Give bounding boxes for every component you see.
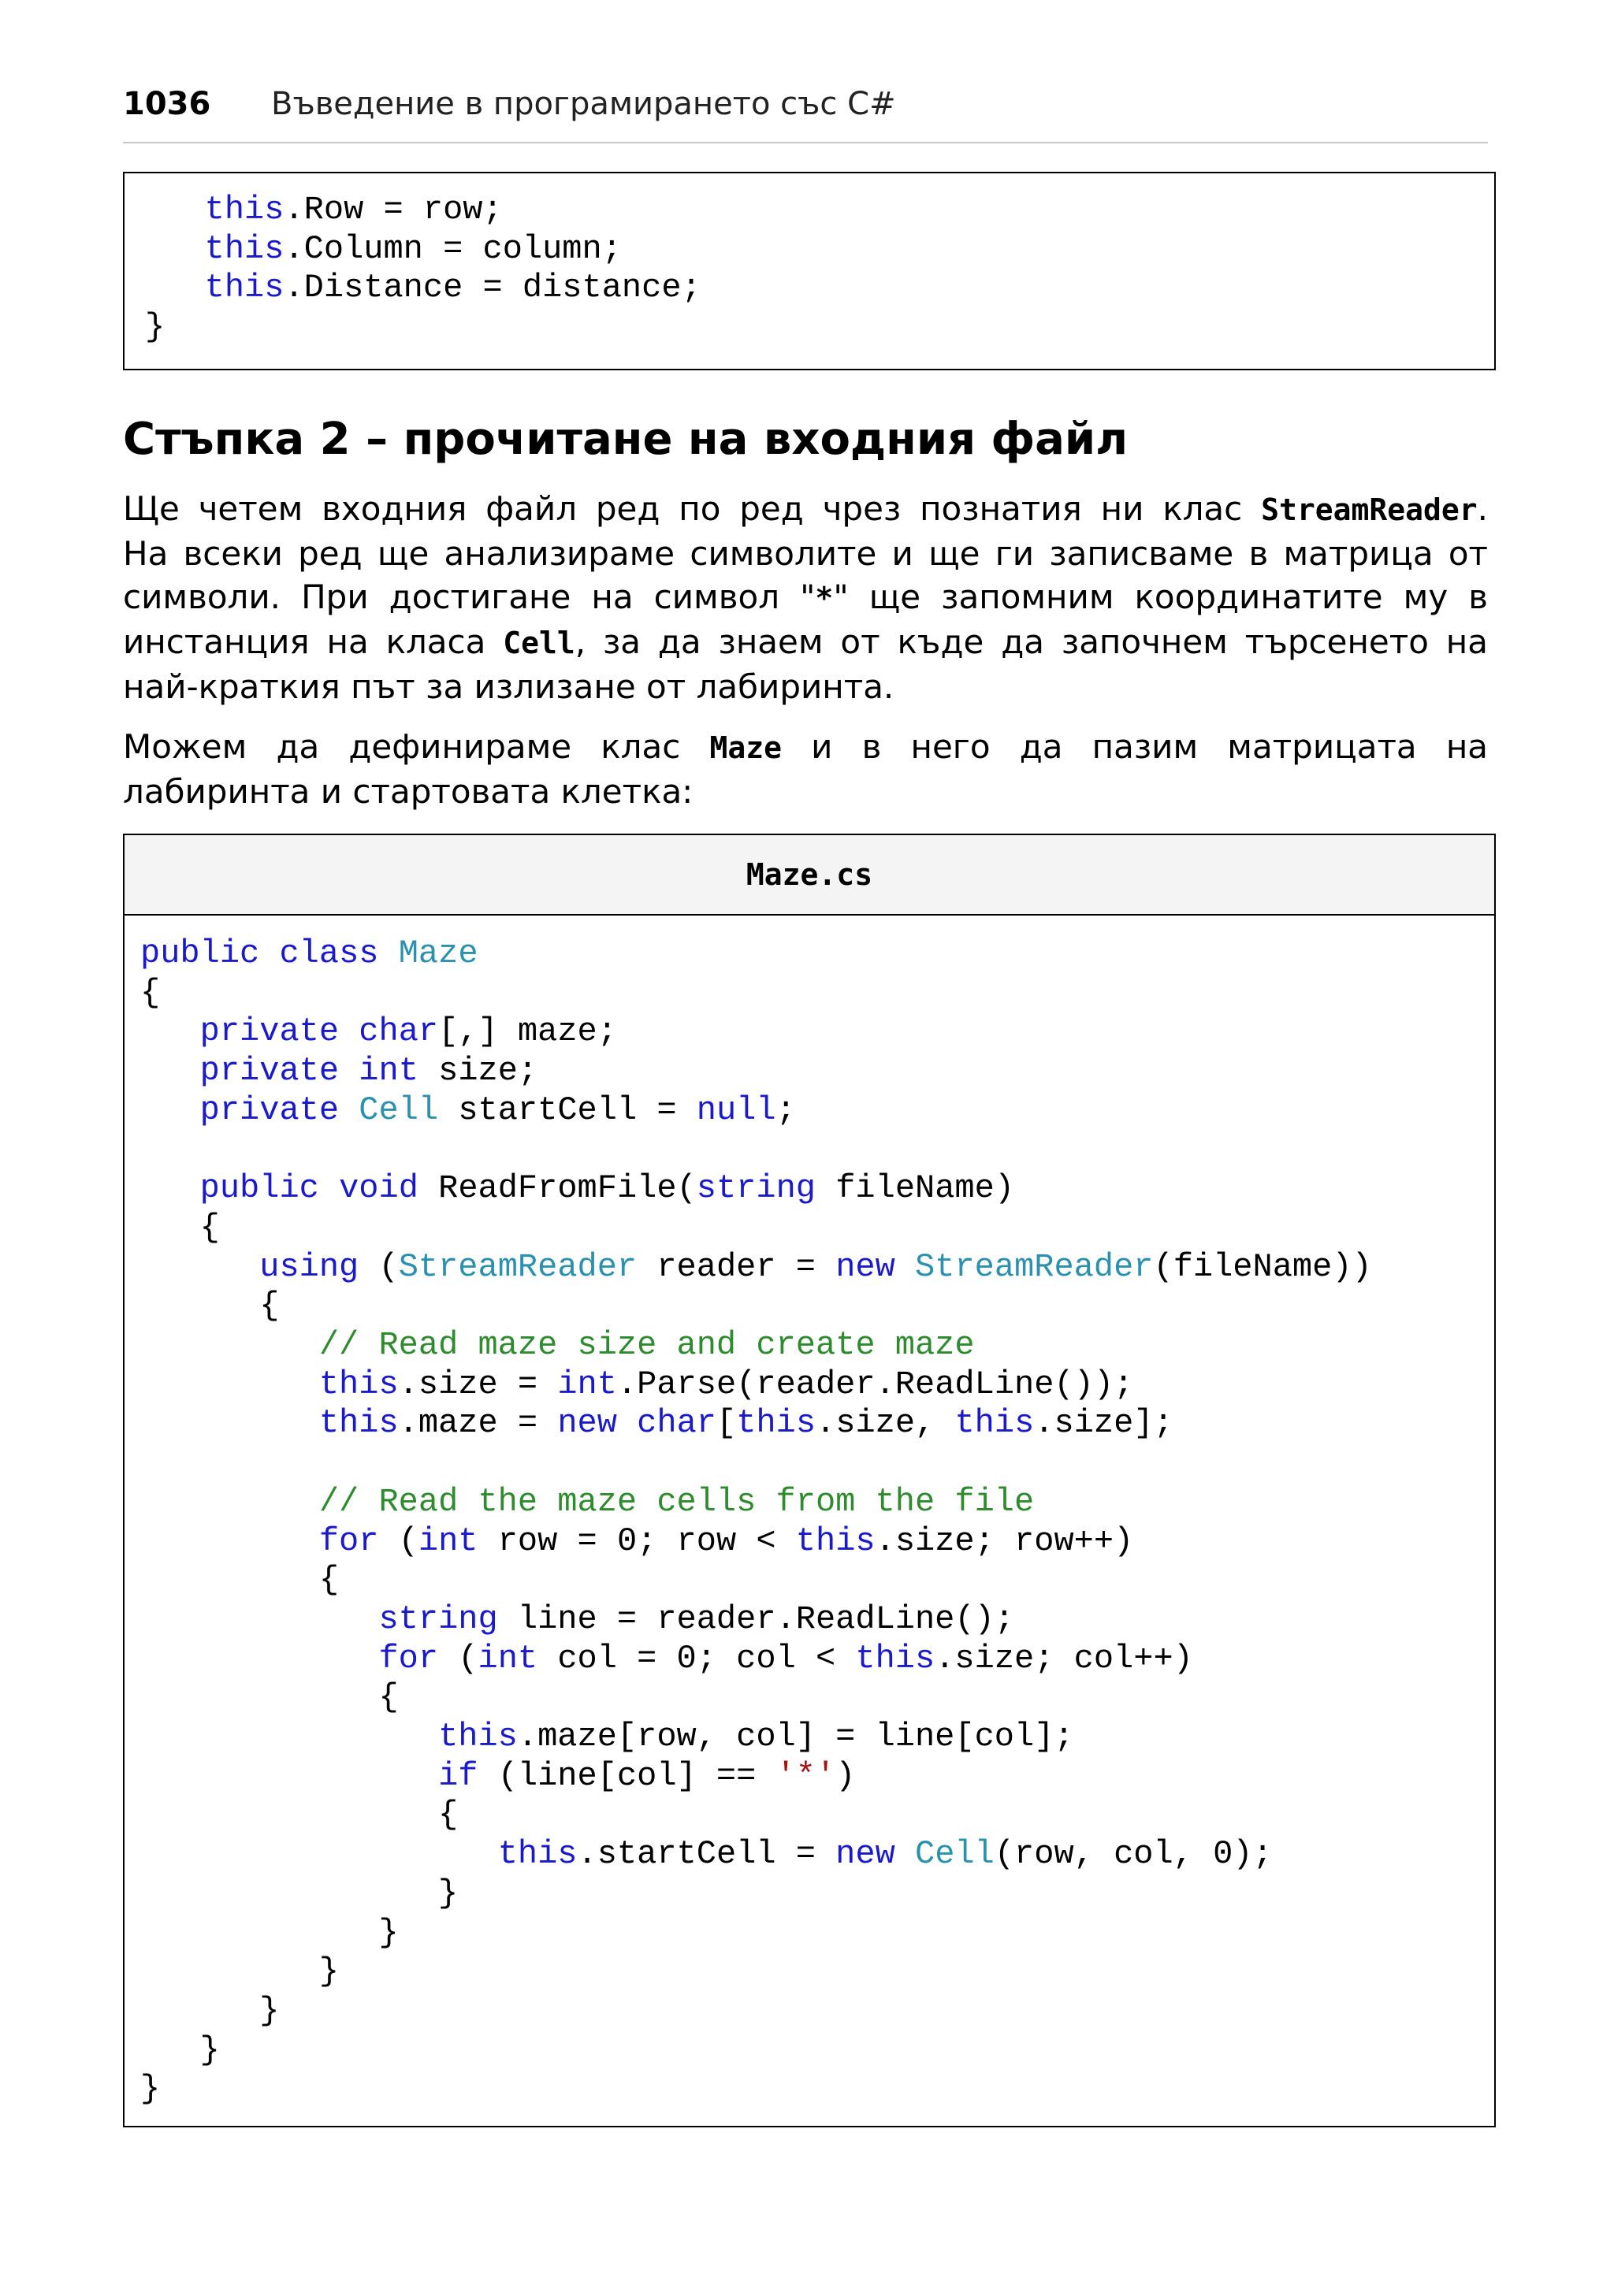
code-text [140,1600,378,1638]
paragraph-text: символи. При достигане на символ " [123,578,816,616]
code-text: .size = [398,1365,558,1403]
code-token: public [199,1169,319,1208]
paragraph-line [123,725,1488,770]
code-text: { [140,1796,459,1834]
code-text: } [140,1874,459,1912]
code-line [140,1874,458,1912]
code-line [145,191,503,228]
code-token: null [696,1090,776,1129]
code-text: } [140,2070,161,2108]
code-text [339,1091,359,1129]
code-line [140,1248,1372,1286]
code-token: this [438,1718,518,1756]
code-line [140,1091,796,1129]
code-text: { [140,1561,340,1599]
code-text: .startCell = [577,1835,836,1874]
code-token: int [557,1365,617,1403]
code-text [140,1091,200,1129]
code-token: new [557,1404,617,1443]
code-text [145,191,205,228]
code-text [140,1326,319,1364]
code-token: for [378,1639,439,1677]
code-text: { [140,1678,399,1717]
code-token: this [318,1365,399,1403]
code-text: ReadFromFile( [418,1169,697,1208]
code-text: [ [716,1404,737,1443]
paragraph-text: " ще запомним координатите му в [833,578,1488,616]
code-comment: // Read maze size and create maze [318,1326,975,1365]
paragraph-line [123,487,1488,532]
code-line [140,1561,339,1599]
code-line [140,1326,975,1364]
code-line [140,1835,1273,1873]
code-text [140,1169,200,1207]
code-text: } [140,1991,280,2030]
code-text [140,1012,200,1050]
code-text: line = reader.ReadLine(); [497,1599,1014,1638]
code-text: row = 0; row < [478,1521,796,1560]
code-token: this [204,191,284,228]
paragraph-text: На всеки ред ще анализираме символите и ще ги записваме в матрица от [123,534,1488,573]
code-line [140,1914,399,1952]
code-text [339,1052,359,1090]
code-token: string [696,1169,816,1208]
code-token: string [378,1599,498,1638]
code-listing-title: Maze.cs [125,835,1494,916]
code-line [140,2070,160,2108]
code-token: StreamReader [398,1247,638,1286]
code-token: int [359,1052,418,1090]
code-token: '*' [775,1756,836,1795]
code-text: { [140,1208,220,1246]
code-token: new [835,1247,895,1286]
code-text [140,1404,319,1442]
code-text: (line[col] == [478,1756,776,1795]
code-token: this [954,1404,1035,1443]
code-text [145,269,205,307]
code-text: } [140,2030,220,2069]
code-text: ) [835,1756,856,1795]
code-comment: // Read the maze cells from the file [318,1482,1035,1521]
code-text [140,1718,438,1755]
code-listing-maze [123,834,1496,2127]
code-text: col = 0; col < [537,1639,856,1677]
code-text [259,934,279,972]
code-text: .size]; [1034,1404,1173,1443]
code-token: char [359,1012,439,1051]
code-text: ( [438,1639,478,1677]
code-line [140,1718,1074,1755]
code-text: [,] maze; [438,1012,617,1051]
code-token: int [418,1521,478,1560]
code-token: this [204,229,284,268]
code-text [140,1757,438,1795]
code-text: (row, col, 0); [994,1835,1273,1874]
paragraph-line [123,770,1488,813]
code-text: .size; col++) [935,1639,1193,1677]
code-text: ; [775,1090,796,1129]
code-token: this [736,1404,816,1443]
code-token: using [259,1247,359,1286]
code-text [140,1835,498,1873]
code-text: } [145,308,165,347]
code-text: .maze = [398,1404,558,1443]
book-title: Въведение в програмирането със C# [271,86,896,122]
code-token: if [438,1756,478,1795]
code-text: ( [359,1247,399,1286]
code-text: } [140,1913,399,1952]
code-text: .maze[row, col] = line[col]; [517,1718,1074,1756]
code-token: new [835,1835,895,1874]
code-token: char [637,1404,716,1443]
code-token: this [318,1404,399,1443]
code-line [140,1640,1193,1677]
code-text [339,1012,359,1050]
code-text [319,1169,339,1207]
code-token: for [318,1521,379,1560]
code-token: Cell [359,1090,439,1129]
code-line [140,1600,1014,1638]
code-line [140,1209,220,1246]
code-text: startCell = [438,1090,697,1129]
inline-code: Maze [709,730,782,765]
code-text [145,230,205,268]
code-token: StreamReader [915,1247,1154,1286]
code-token: this [204,269,284,307]
page-number: 1036 [123,86,211,122]
code-line [140,1365,1133,1403]
paragraph [123,725,1488,813]
code-line [140,1483,1034,1521]
code-line [145,230,622,268]
code-text [140,1248,259,1286]
code-text: .Column = column; [284,229,622,268]
code-text: reader = [637,1247,836,1286]
code-snippet-continued [123,172,1496,370]
code-token: this [497,1835,578,1874]
code-text: .Distance = distance; [284,269,701,307]
paragraph-line [123,532,1488,575]
paragraph-text: . [1477,489,1488,528]
code-token: private [199,1090,340,1129]
code-line [140,1169,1014,1207]
code-token: int [478,1639,538,1677]
code-text: } [140,1952,340,1991]
paragraph-line [123,665,1488,708]
paragraph-line [123,575,1488,620]
code-token: private [199,1052,340,1090]
section-heading: Стъпка 2 – прочитане на входния файл [123,414,1129,465]
paragraph-text: най-краткия път за излизане от лабиринта. [123,667,894,706]
code-line [140,1992,279,2030]
code-token: public [140,934,260,972]
code-text [140,1052,200,1090]
page-header [123,82,1488,143]
paragraph-text: , за да знаем от къде да започнем търсенето на [575,622,1488,661]
code-text: { [140,973,161,1012]
inline-code: Cell [503,626,575,660]
code-text: .Row = row; [284,191,503,228]
code-text [140,1483,319,1521]
code-text: .size, [816,1404,955,1443]
code-text: ( [378,1521,418,1560]
code-line [140,1012,617,1050]
code-text [895,1248,915,1286]
code-token: Maze [398,934,478,972]
paragraph-text: инстанция на класа [123,622,504,661]
code-line [140,1052,537,1090]
code-line [140,1757,855,1795]
code-line [140,1404,1173,1442]
inline-code: StreamReader [1261,492,1478,527]
paragraph-text: Ще четем входния файл ред по ред чрез познатия ни клас [123,489,1262,528]
code-block [145,191,701,347]
code-text: (fileName)) [1153,1247,1372,1286]
paragraph [123,487,1488,708]
code-text [617,1404,637,1442]
code-text [140,1365,319,1403]
paragraph-text: Можем да дефинираме клас [123,727,710,766]
code-token: this [795,1521,876,1560]
paragraph-line [123,620,1488,665]
code-text [895,1835,915,1873]
code-text [140,1522,319,1560]
code-block [140,934,1372,2109]
paragraph-text: лабиринта и стартовата клетка: [123,772,694,811]
code-line [140,1522,1133,1560]
code-line [140,1796,458,1833]
code-token: this [855,1639,935,1677]
code-token: void [339,1169,418,1208]
code-line [140,1287,279,1324]
code-line [145,269,701,307]
code-line [140,974,160,1012]
code-text: .size; row++) [875,1521,1134,1560]
code-line [140,934,478,972]
code-text: { [140,1287,280,1325]
code-text [140,1640,378,1677]
code-token: class [279,934,379,972]
code-line [140,2031,220,2069]
code-text: size; [418,1052,538,1090]
paragraph-text: и в него да пазим матрицата на [782,727,1489,766]
inline-code: * [815,581,834,615]
code-text [378,934,398,972]
code-line [145,308,165,346]
code-line [140,1678,399,1716]
code-line [140,1952,339,1990]
code-token: private [199,1012,340,1051]
code-token: Cell [915,1835,995,1874]
code-text: fileName) [816,1169,1015,1208]
code-text: .Parse(reader.ReadLine()); [616,1365,1134,1403]
